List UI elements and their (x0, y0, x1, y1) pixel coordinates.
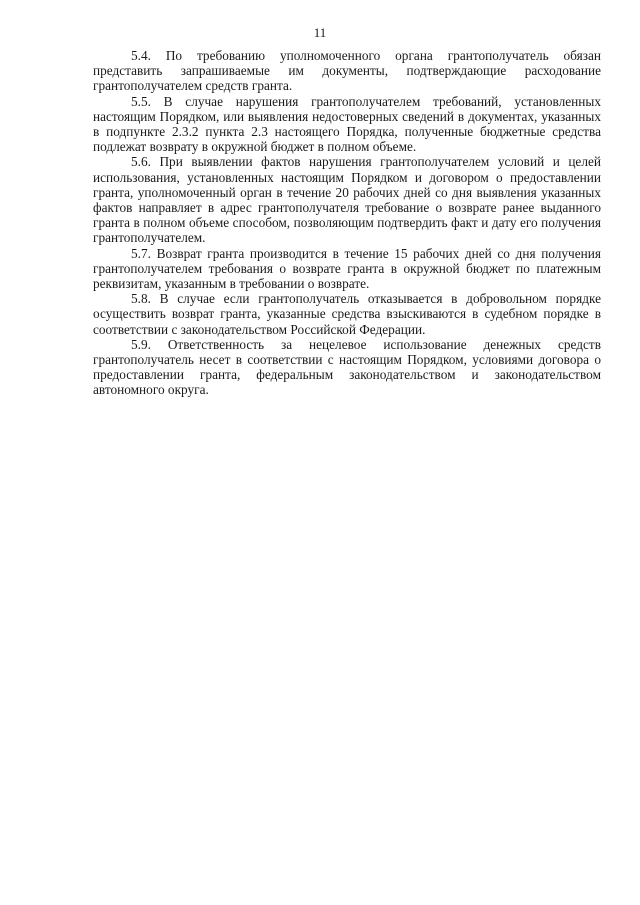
page-number: 11 (313, 25, 327, 40)
paragraph-5-6: 5.6. При выявлении фактов нарушения грантополучателем условий и целей использования, установленных настоящим Порядком и договором о предоставлении гранта, уполномоченный орган в течение 20 рабочих дней со дня выявления указанных фактов направляет в адрес грантополучателя требование о возврате ранее выданного гранта в полном объеме способом, позволяющим подтвердить факт и дату его получения грантополучателем. (93, 154, 601, 246)
paragraph-5-7: 5.7. Возврат гранта производится в течение 15 рабочих дней со дня получения грантополучателем требования о возврате гранта в окружной бюджет по платежным реквизитам, указанным в требовании о возврате. (93, 245, 601, 292)
paragraph-5-4: 5.4. По требованию уполномоченного органа грантополучатель обязан представить запрашиваемые им документы, подтверждающие расходование грантополучателем средств гранта. (93, 48, 601, 94)
paragraph-5-9: 5.9. Ответственность за нецелевое использование денежных средств грантополучатель несет в соответствии с настоящим Порядком, условиями договора о предоставлении гранта, федеральным законодательством и законодательством автономного округа. (93, 336, 601, 398)
paragraph-5-8: 5.8. В случае если грантополучатель отказывается в добровольном порядке осуществить возврат гранта, указанные средства взыскиваются в судебном порядке в соответствии с законодательством Российской Федерации. (93, 291, 601, 337)
document-body (93, 48, 601, 398)
paragraph-5-5: 5.5. В случае нарушения грантополучателем требований, установленных настоящим Порядком, или выявления недостоверных сведений в документах, указанных в подпункте 2.3.2 пункта 2.3 настоящего Порядка, полученные бюджетные средства подлежат возврату в окружной бюджет в полном объеме. (93, 93, 601, 155)
